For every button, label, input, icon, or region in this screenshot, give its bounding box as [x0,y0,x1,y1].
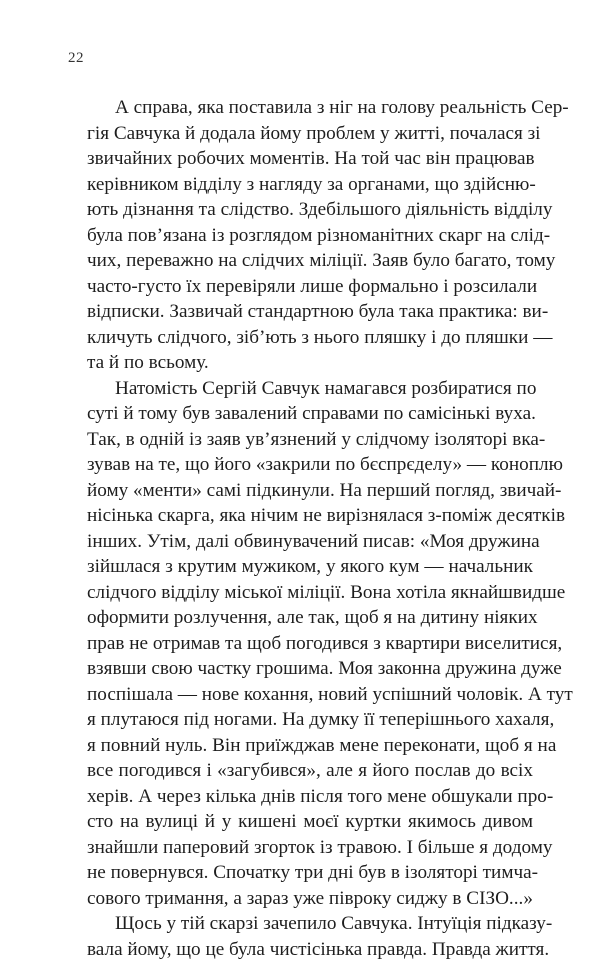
text-line: я повний нуль. Він приїжджав мене переконати, щоб я на [87,733,533,759]
text-line: не повернувся. Спочатку три дні був в ізоляторі тимча- [87,860,533,886]
text-line: Натомість Сергій Савчук намагався розбиратися по [87,376,533,402]
text-line: поспішала — нове кохання, новий успішний чоловік. А тут [87,682,533,708]
text-line: я плутаюся під ногами. На думку її теперішнього хахаля, [87,707,533,733]
text-line: все погодився і «загубився», але я його послав до всіх [87,758,533,784]
text-line: знайшли паперовий згорток із травою. І більше я додому [87,835,533,861]
text-line: гія Савчука й додала йому проблем у житті, почалася зі [87,121,533,147]
text-line: взявши свою частку грошима. Моя законна дружина дуже [87,656,533,682]
text-line: зував на те, що його «закрили по бєспрєделу» — коноплю [87,452,533,478]
text-line: нісінька скарга, яка нічим не вирізнялася з-поміж десятків [87,503,533,529]
text-line: відписки. Зазвичай стандартною була така практика: ви- [87,299,533,325]
body-text [87,95,533,962]
text-line: ють дізнання та слідство. Здебільшого діяльність відділу [87,197,533,223]
text-line: сового тримання, а зараз уже півроку сиджу в СІЗО...» [87,886,533,912]
page-number: 22 [68,50,84,67]
text-line: йому «менти» самі підкинули. На перший погляд, звичай- [87,478,533,504]
text-line: та й по всьому. [87,350,533,376]
text-line: керівником відділу з нагляду за органами, що здійсню- [87,172,533,198]
text-line: Щось у тій скарзі зачепило Савчука. Інтуїція підказу- [87,911,533,937]
text-line: звичайних робочих моментів. На той час він працював [87,146,533,172]
text-line: кличуть слідчого, зіб’ють з нього пляшку і до пляшки — [87,325,533,351]
text-line: суті й тому був завалений справами по самісінькі вуха. [87,401,533,427]
text-line: оформити розлучення, але так, щоб я на дитину ніяких [87,605,533,631]
text-line: херів. А через кілька днів після того мене обшукали про- [87,784,533,810]
text-line: чих, переважно на слідчих міліції. Заяв було багато, тому [87,248,533,274]
text-line: прав не отримав та щоб погодився з квартири виселитися, [87,631,533,657]
text-line: Так, в одній із заяв ув’язнений у слідчому ізоляторі вка- [87,427,533,453]
text-line: А справа, яка поставила з ніг на голову реальність Сер- [87,95,533,121]
text-line: часто-густо їх перевіряли лише формально і розсилали [87,274,533,300]
text-line: вала йому, що це була чистісінька правда. Правда життя. [87,937,533,962]
text-line: інших. Утім, далі обвинувачений писав: «Моя дружина [87,529,533,555]
text-line: слідчого відділу міської міліції. Вона хотіла якнайшвидше [87,580,533,606]
text-line: сто на вулиці й у кишені моєї куртки якимось дивом [87,809,533,835]
text-line: зійшлася з крутим мужиком, у якого кум — начальник [87,554,533,580]
text-line: була пов’язана із розглядом різноманітних скарг на слід- [87,223,533,249]
